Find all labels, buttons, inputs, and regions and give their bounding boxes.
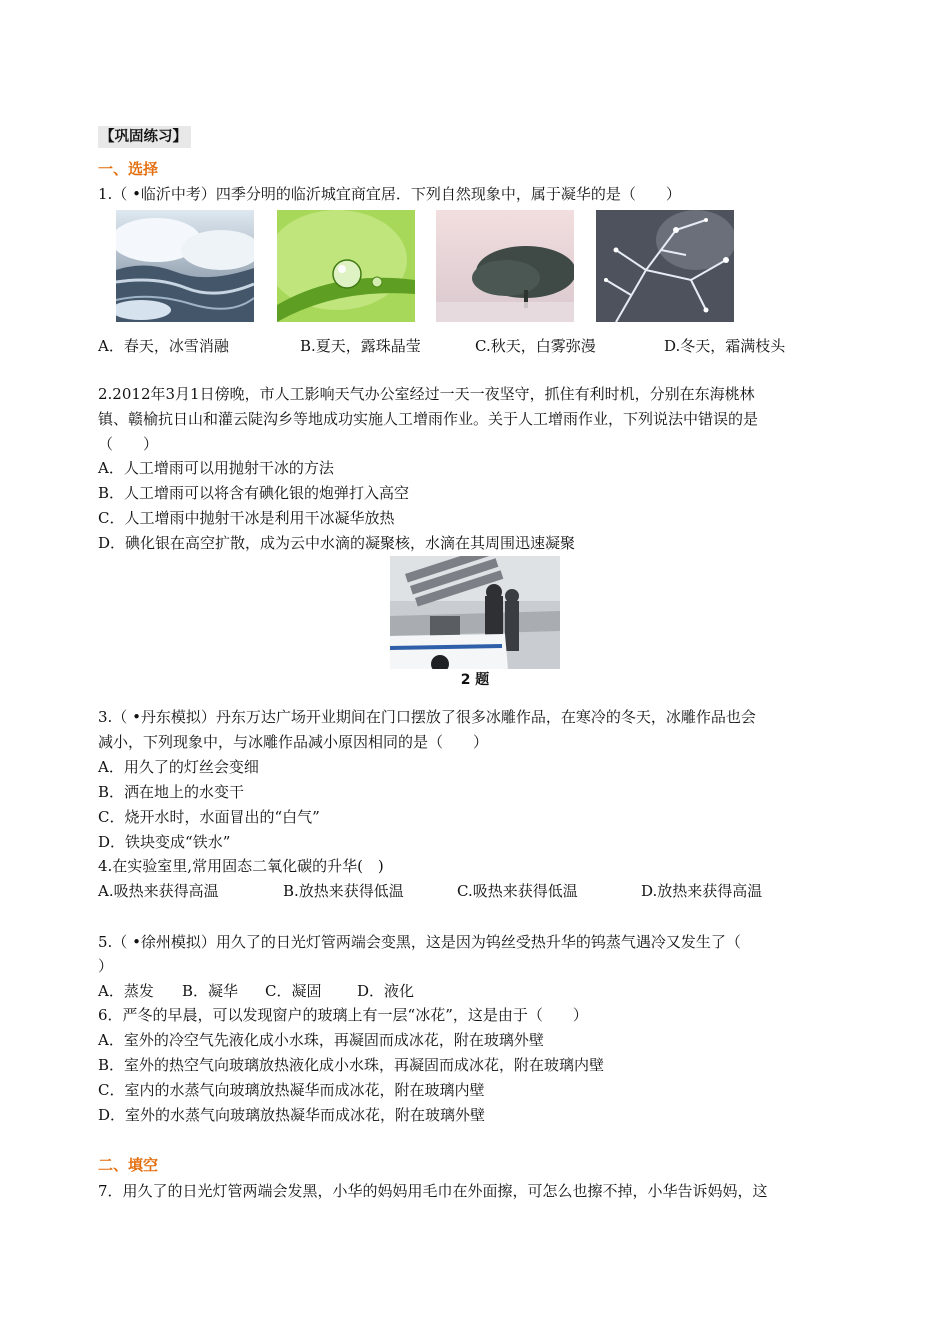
q6-option-d[interactable]: D．室外的水蒸气向玻璃放热凝华而成冰花，附在玻璃外壁 xyxy=(98,1106,486,1124)
rain-cannon-photo xyxy=(390,556,560,669)
q4-option-b[interactable]: B.放热来获得低温 xyxy=(283,882,404,900)
q3-line-1: 3.（ •丹东模拟）丹东万达广场开业期间在门口摆放了很多冰雕作品，在寒冷的冬天，冰雕作品也会 xyxy=(98,708,756,726)
q5-line-1: 5.（ •徐州模拟）用久了的日光灯管两端会变黑，这是因为钨丝受热升华的钨蒸气遇冷又发生了（ xyxy=(98,933,741,951)
q6-option-b[interactable]: B．室外的热空气向玻璃放热液化成小水珠，再凝固而成冰花，附在玻璃内壁 xyxy=(98,1056,605,1074)
q5-option-c[interactable]: C．凝固 xyxy=(265,982,322,1000)
q4-option-d[interactable]: D.放热来获得高温 xyxy=(641,882,763,900)
q1-option-d[interactable]: D.冬天，霜满枝头 xyxy=(664,337,786,355)
q5-option-a[interactable]: A．蒸发 xyxy=(98,982,154,1000)
frost-branch-photo xyxy=(596,210,734,322)
q5-line-2: ） xyxy=(98,957,114,975)
q1-option-a[interactable]: A．春天，冰雪消融 xyxy=(98,337,229,355)
section-choice-heading: 一、选择 xyxy=(98,160,159,178)
q3-option-a[interactable]: A．用久了的灯丝会变细 xyxy=(98,758,259,776)
q2-option-c[interactable]: C．人工增雨中抛射干冰是利用干冰凝华放热 xyxy=(98,509,395,527)
q5-option-b[interactable]: B．凝华 xyxy=(182,982,239,1000)
q7-stem: 7．用久了的日光灯管两端会发黑，小华的妈妈用毛巾在外面擦，可怎么也擦不掉，小华告诉妈妈，这 xyxy=(98,1182,768,1200)
q1-option-c[interactable]: C.秋天，白雾弥漫 xyxy=(475,337,596,355)
ice-stream-photo xyxy=(116,210,254,322)
q3-option-c[interactable]: C．烧开水时，水面冒出的“白气” xyxy=(98,808,320,826)
q5-options xyxy=(98,980,598,1002)
q6-option-a[interactable]: A．室外的冷空气先液化成小水珠，再凝固而成冰花，附在玻璃外壁 xyxy=(98,1031,544,1049)
q1-options xyxy=(98,335,858,357)
practice-tag: 【巩固练习】 xyxy=(98,126,191,148)
section-fill-heading: 二、填空 xyxy=(98,1156,159,1174)
q3-line-2: 减小，下列现象中，与冰雕作品减小原因相同的是（ ） xyxy=(98,733,489,751)
q6-stem: 6．严冬的早晨，可以发现窗户的玻璃上有一层“冰花”，这是由于（ ） xyxy=(98,1006,588,1024)
q1-option-b[interactable]: B.夏天，露珠晶莹 xyxy=(300,337,421,355)
q2-option-a[interactable]: A．人工增雨可以用抛射干冰的方法 xyxy=(98,459,334,477)
q3-option-d[interactable]: D．铁块变成“铁水” xyxy=(98,833,231,851)
q3-option-b[interactable]: B．洒在地上的水变干 xyxy=(98,783,245,801)
q4-option-a[interactable]: A.吸热来获得高温 xyxy=(98,882,219,900)
q2-option-b[interactable]: B．人工增雨可以将含有碘化银的炮弹打入高空 xyxy=(98,484,410,502)
q4-stem: 4.在实验室里,常用固态二氧化碳的升华( ) xyxy=(98,857,384,875)
q2-line-1: 2.2012年3月1日傍晚，市人工影响天气办公室经过一天一夜坚守，抓住有利时机，分别在东海桃林 xyxy=(98,385,755,403)
dew-drop-photo xyxy=(277,210,415,322)
fog-tree-photo xyxy=(436,210,574,322)
q6-option-c[interactable]: C．室内的水蒸气向玻璃放热凝华而成冰花，附在玻璃内壁 xyxy=(98,1081,485,1099)
q4-option-c[interactable]: C.吸热来获得低温 xyxy=(457,882,578,900)
q2-line-3: （ ） xyxy=(98,435,159,453)
q2-figure-caption: 2 题 xyxy=(460,672,490,688)
q4-options xyxy=(98,880,858,902)
q2-line-2: 镇、赣榆抗日山和灌云陡沟乡等地成功实施人工增雨作业。关于人工增雨作业，下列说法中错误的是 xyxy=(98,410,759,428)
q5-option-d[interactable]: D．液化 xyxy=(357,982,415,1000)
q1-stem: 1.（ •临沂中考）四季分明的临沂城宜商宜居．下列自然现象中，属于凝华的是（ ） xyxy=(98,185,681,203)
q2-option-d[interactable]: D．碘化银在高空扩散，成为云中水滴的凝聚核，水滴在其周围迅速凝聚 xyxy=(98,534,576,552)
